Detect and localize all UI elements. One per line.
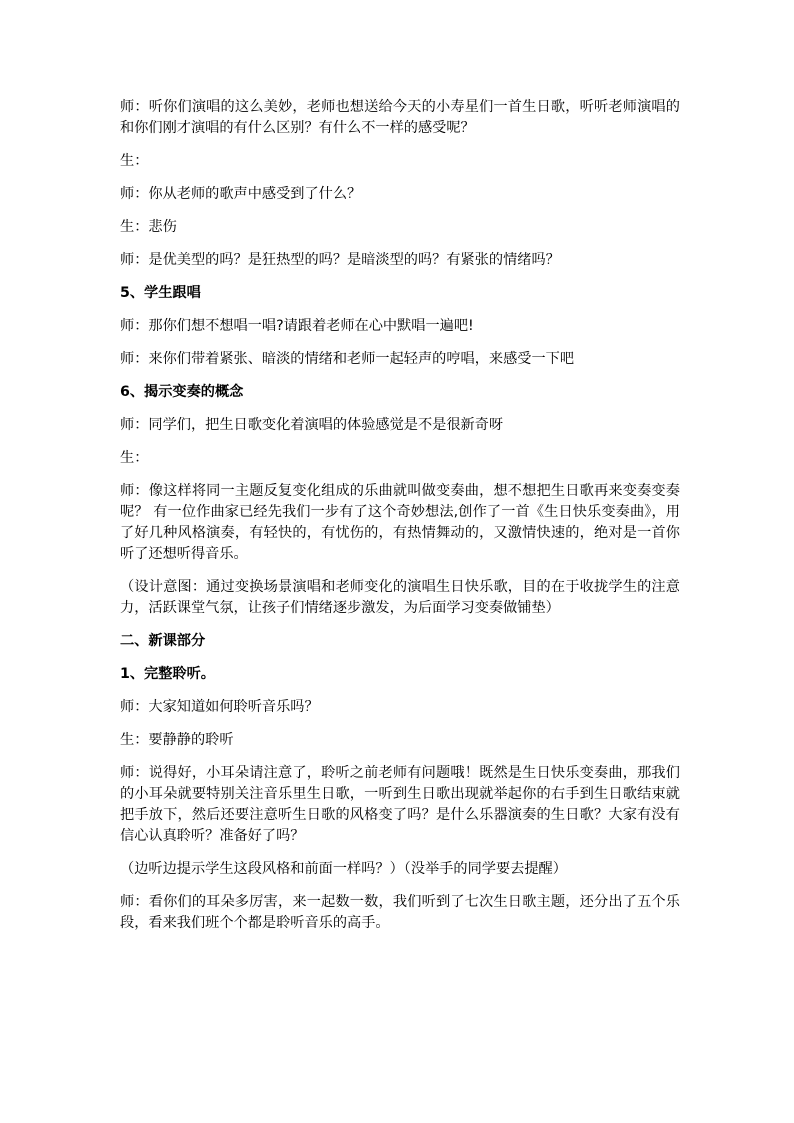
dialogue-student-paragraph: 生：: [120, 153, 149, 169]
dialogue-teacher-paragraph: 师：看你们的耳朵多厉害，来一起数一数，我们听到了七次生日歌主题，还分出了五个乐段，看来我们班个个都是聆听音乐的高手。: [120, 894, 680, 931]
dialogue-teacher-paragraph: 师：是优美型的吗？是狂热型的吗？是暗淡型的吗？有紧张的情绪吗？: [120, 252, 560, 268]
dialogue-teacher-paragraph: 师：像这样将同一主题反复变化组成的乐曲就叫做变奏曲，想不想把生日歌再来变奏变奏呢？ 有一位作曲家已经先我们一步有了这个奇妙想法,创作了一首《生日快乐变奏曲》，用了好几种风格演奏，有轻快的，有忧伤的，有热情舞动的，又激情快速的，绝对是一首你听了还想听得音乐。: [120, 483, 680, 562]
design-intent-note: （设计意图：通过变换场景演唱和老师变化的演唱生日快乐歌，目的在于收拢学生的注意力，活跃课堂气氛，让孩子们情绪逐步激发，为后面学习变奏做铺垫）: [120, 579, 680, 616]
section-heading: 1、完整聆听。: [120, 666, 215, 682]
part-heading: 二、新课部分: [120, 633, 206, 649]
dialogue-teacher-paragraph: 师：大家知道如何聆听音乐吗？: [120, 699, 319, 715]
dialogue-student-paragraph: 生：: [120, 450, 149, 466]
dialogue-teacher-paragraph: 师：说得好，小耳朵请注意了，聆听之前老师有问题哦！既然是生日快乐变奏曲，那我们的小耳朵就要特别关注音乐里生日歌，一听到生日歌出现就举起你的右手到生日歌结束就把手放下，然后还要注意听生日歌的风格变了吗？是什么乐器演奏的生日歌？大家有没有信心认真聆听？准备好了吗？: [120, 765, 680, 844]
section-heading: 5、学生跟唱: [120, 285, 201, 301]
dialogue-teacher-paragraph: 师：你从老师的歌声中感受到了什么？: [120, 186, 362, 202]
teaching-note: （边听边提示学生这段风格和前面一样吗？）（没举手的同学要去提醒）: [120, 861, 567, 877]
dialogue-teacher-paragraph: 师：那你们想不想唱一唱?请跟着老师在心中默唱一遍吧!: [120, 318, 474, 334]
document-body: [120, 97, 680, 946]
dialogue-student-paragraph: 生：悲伤: [120, 219, 177, 235]
dialogue-teacher-paragraph: 师：同学们，把生日歌变化着演唱的体验感觉是不是很新奇呀: [120, 417, 504, 433]
dialogue-teacher-paragraph: 师：听你们演唱的这么美妙，老师也想送给今天的小寿星们一首生日歌，听听老师演唱的和你们刚才演唱的有什么区别？有什么不一样的感受呢？: [120, 99, 680, 136]
section-heading: 6、揭示变奏的概念: [120, 384, 244, 400]
dialogue-student-paragraph: 生：要静静的聆听: [120, 732, 234, 748]
dialogue-teacher-paragraph: 师：来你们带着紧张、暗淡的情绪和老师一起轻声的哼唱，来感受一下吧: [120, 351, 575, 367]
